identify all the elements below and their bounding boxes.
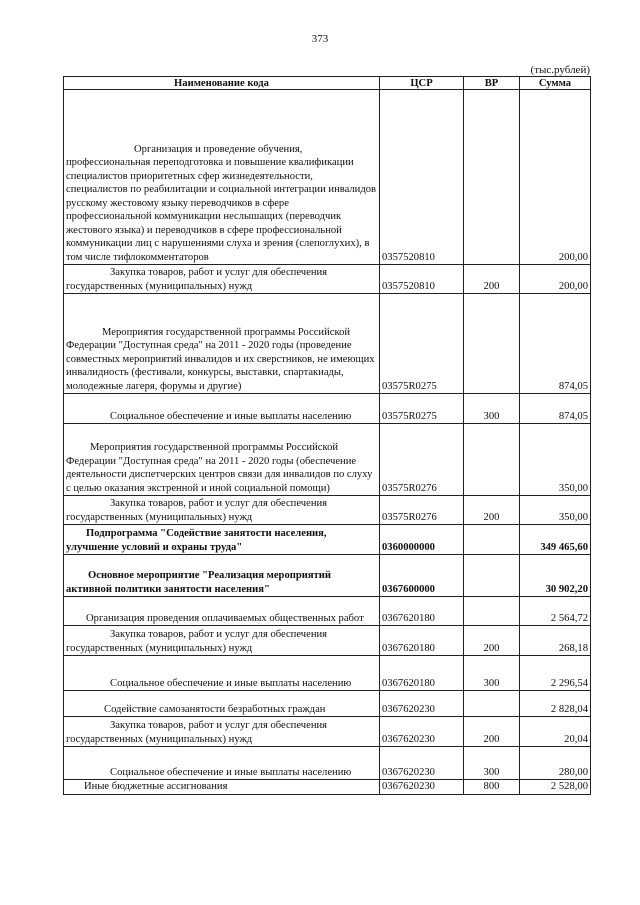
row-vr <box>464 90 520 265</box>
row-sum: 874,05 <box>520 394 591 424</box>
table-row <box>64 626 591 656</box>
row-csr: 0367620230 <box>380 717 464 747</box>
header-sum: Сумма <box>520 77 591 90</box>
row-vr: 200 <box>464 626 520 656</box>
row-sum: 874,05 <box>520 294 591 394</box>
page-number: 373 <box>311 33 329 45</box>
row-name: Социальное обеспечение и иные выплаты населению <box>64 656 380 691</box>
row-csr: 0367620230 <box>380 780 464 795</box>
row-vr: 300 <box>464 747 520 780</box>
row-sum: 350,00 <box>520 424 591 496</box>
row-name: Закупка товаров, работ и услуг для обеспечения государственных (муниципальных) нужд <box>64 626 380 656</box>
table-header-row <box>64 77 591 90</box>
row-sum: 2 296,54 <box>520 656 591 691</box>
row-csr: 03575R0275 <box>380 394 464 424</box>
table-row <box>64 265 591 294</box>
row-name: Организация проведения оплачиваемых общественных работ <box>64 597 380 626</box>
table-row <box>64 780 591 795</box>
row-vr: 800 <box>464 780 520 795</box>
row-sum: 20,04 <box>520 717 591 747</box>
table-row <box>64 525 591 555</box>
row-csr: 0367620230 <box>380 691 464 717</box>
table-row <box>64 691 591 717</box>
row-sum: 200,00 <box>520 265 591 294</box>
row-sum: 2 564,72 <box>520 597 591 626</box>
header-vr: ВР <box>464 77 520 90</box>
table-row <box>64 90 591 265</box>
row-vr: 300 <box>464 394 520 424</box>
row-name: Основное мероприятие "Реализация мероприятий активной политики занятости населения" <box>64 555 380 597</box>
row-vr <box>464 525 520 555</box>
row-vr <box>464 555 520 597</box>
row-csr: 03575R0275 <box>380 294 464 394</box>
table-row <box>64 424 591 496</box>
row-name: Иные бюджетные ассигнования <box>64 780 380 795</box>
row-vr <box>464 424 520 496</box>
row-sum: 200,00 <box>520 90 591 265</box>
table-row <box>64 496 591 525</box>
table-row <box>64 747 591 780</box>
table-row <box>64 656 591 691</box>
row-sum: 349 465,60 <box>520 525 591 555</box>
row-name: Закупка товаров, работ и услуг для обеспечения государственных (муниципальных) нужд <box>64 496 380 525</box>
row-csr: 0367620180 <box>380 597 464 626</box>
row-csr: 03575R0276 <box>380 496 464 525</box>
row-name: Закупка товаров, работ и услуг для обеспечения государственных (муниципальных) нужд <box>64 717 380 747</box>
table-row <box>64 294 591 394</box>
row-csr: 0367620180 <box>380 626 464 656</box>
row-sum: 350,00 <box>520 496 591 525</box>
row-name: Закупка товаров, работ и услуг для обеспечения государственных (муниципальных) нужд <box>64 265 380 294</box>
row-sum: 30 902,20 <box>520 555 591 597</box>
row-name: Мероприятия государственной программы Российской Федерации "Доступная среда" на 2011 - 2020 годы (обеспечение деятельности диспетчерских центров связи для инвалидов по слуху с целью оказания экстренной и иной социальной помощи) <box>64 424 380 496</box>
row-vr: 200 <box>464 496 520 525</box>
row-sum: 2 528,00 <box>520 780 591 795</box>
row-vr <box>464 597 520 626</box>
row-csr: 0367600000 <box>380 555 464 597</box>
row-csr: 03575R0276 <box>380 424 464 496</box>
row-name: Подпрограмма "Содействие занятости населения, улучшение условий и охраны труда" <box>64 525 380 555</box>
row-name: Организация и проведение обучения, профессиональная переподготовка и повышение квалификации специалистов приоритетных сфер жизнедеятельности, специалистов по реабилитации и социальной интеграции инвалидов русскому жестовому языку переводчиков в сфере профессиональной коммуникации неслышащих (переводчик жестового языка) и переводчиков в сфере профессиональной коммуникации лиц с нарушениями слуха и зрения (слепоглухих), в том числе тифлокомментаторов <box>64 90 380 265</box>
table-row <box>64 555 591 597</box>
table-row <box>64 717 591 747</box>
row-name: Мероприятия государственной программы Российской Федерации "Доступная среда" на 2011 - 2020 годы (проведение совместных мероприятий инвалидов и их сверстников, не имеющих инвалидность (фестивали, конкурсы, выставки, спартакиады, молодежные лагеря, форумы и другие) <box>64 294 380 394</box>
header-csr: ЦСР <box>380 77 464 90</box>
row-name: Социальное обеспечение и иные выплаты населению <box>64 747 380 780</box>
units-label: (тыс.рублей) <box>530 64 590 76</box>
row-sum: 2 828,04 <box>520 691 591 717</box>
row-csr: 0357520810 <box>380 90 464 265</box>
row-vr <box>464 691 520 717</box>
row-csr: 0367620230 <box>380 747 464 780</box>
header-name: Наименование кода <box>64 77 380 90</box>
row-vr: 200 <box>464 717 520 747</box>
row-sum: 280,00 <box>520 747 591 780</box>
budget-table <box>63 76 591 795</box>
row-sum: 268,18 <box>520 626 591 656</box>
row-csr: 0360000000 <box>380 525 464 555</box>
row-csr: 0357520810 <box>380 265 464 294</box>
row-csr: 0367620180 <box>380 656 464 691</box>
row-name: Содействие самозанятости безработных граждан <box>64 691 380 717</box>
table-row <box>64 394 591 424</box>
row-vr: 300 <box>464 656 520 691</box>
row-vr <box>464 294 520 394</box>
table-row <box>64 597 591 626</box>
row-name: Социальное обеспечение и иные выплаты населению <box>64 394 380 424</box>
row-vr: 200 <box>464 265 520 294</box>
